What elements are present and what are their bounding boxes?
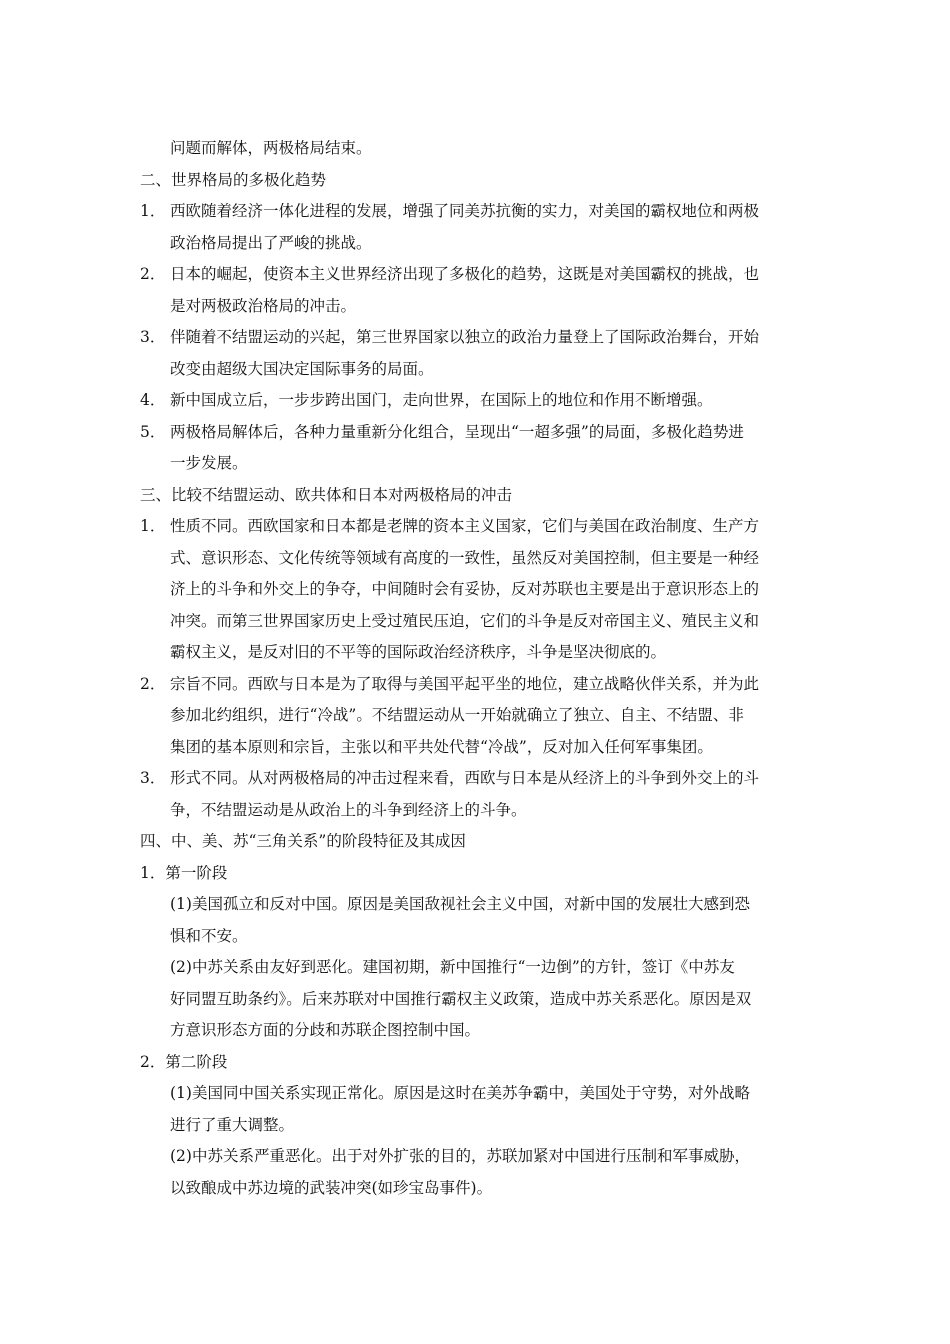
document-body bbox=[140, 133, 812, 1204]
sub-paragraph: (2)中苏关系由友好到恶化。建国初期，新中国推行“一边倒”的方针，签订《中苏友 好同盟互助条约》。后来苏联对中国推行霸权主义政策，造成中苏关系恶化。原因是双 方意识形态方面的分歧和苏联企图控制中国。 bbox=[170, 958, 752, 1039]
list-item: 3． 形式不同。从对两极格局的冲击过程来看，西欧与日本是从经济上的斗争到外交上的斗 争，不结盟运动是从政治上的斗争到经济上的斗争。 bbox=[140, 769, 760, 819]
sub-paragraph: (1)美国同中国关系实现正常化。原因是这时在美苏争霸中，美国处于守势，对外战略 进行了重大调整。 bbox=[170, 1084, 750, 1134]
section-heading-3: 三、比较不结盟运动、欧共体和日本对两极格局的冲击 bbox=[140, 485, 513, 504]
section-heading-2: 二、世界格局的多极化趋势 bbox=[140, 170, 327, 189]
list-item: 1． 西欧随着经济一体化进程的发展，增强了同美苏抗衡的实力，对美国的霸权地位和两极 政治格局提出了严峻的挑战。 bbox=[140, 202, 760, 252]
sub-paragraph: (1)美国孤立和反对中国。原因是美国敌视社会主义中国，对新中国的发展壮大感到恐 惧和不安。 bbox=[170, 895, 750, 945]
stage-heading-2: 2．第二阶段 bbox=[140, 1052, 228, 1071]
list-item: 3． 伴随着不结盟运动的兴起，第三世界国家以独立的政治力量登上了国际政治舞台，开始 改变由超级大国决定国际事务的局面。 bbox=[140, 328, 760, 378]
section-heading-4: 四、中、美、苏“三角关系”的阶段特征及其成因 bbox=[140, 832, 466, 850]
list-item: 1． 性质不同。西欧国家和日本都是老牌的资本主义国家，它们与美国在政治制度、生产方 式、意识形态、文化传统等领域有高度的一致性，虽然反对美国控制，但主要是一种经 济上的斗争和外交上的争夺，中间随时会有妥协，反对苏联也主要是出于意识形态上的 冲突。而第三世界国家历史上受过殖民压迫，它们的斗争是反对帝国主义、殖民主义和 霸权主义，是反对旧的不平等的国际政治经济秩序，斗争是坚决彻底的。 bbox=[140, 517, 760, 661]
sub-paragraph: (2)中苏关系严重恶化。出于对外扩张的目的，苏联加紧对中国进行压制和军事威胁， 以致酿成中苏边境的武装冲突(如珍宝岛事件)。 bbox=[170, 1147, 750, 1197]
list-item: 4． 新中国成立后，一步步跨出国门，走向世界，在国际上的地位和作用不断增强。 bbox=[140, 391, 713, 409]
list-item: 2． 宗旨不同。西欧与日本是为了取得与美国平起平坐的地位，建立战略伙伴关系，并为此 参加北约组织，进行“冷战”。不结盟运动从一开始就确立了独立、自主、不结盟、非 集团的基本原则和宗旨，主张以和平共处代替“冷战”，反对加入任何军事集团。 bbox=[140, 674, 760, 756]
continued-paragraph: 问题而解体，两极格局结束。 bbox=[170, 139, 372, 157]
list-item: 2． 日本的崛起，使资本主义世界经济出现了多极化的趋势，这既是对美国霸权的挑战，也 是对两极政治格局的冲击。 bbox=[140, 265, 760, 315]
stage-heading-1: 1．第一阶段 bbox=[140, 863, 228, 882]
list-item: 5． 两极格局解体后，各种力量重新分化组合，呈现出“一超多强”的局面，多极化趋势进 一步发展。 bbox=[140, 422, 744, 472]
